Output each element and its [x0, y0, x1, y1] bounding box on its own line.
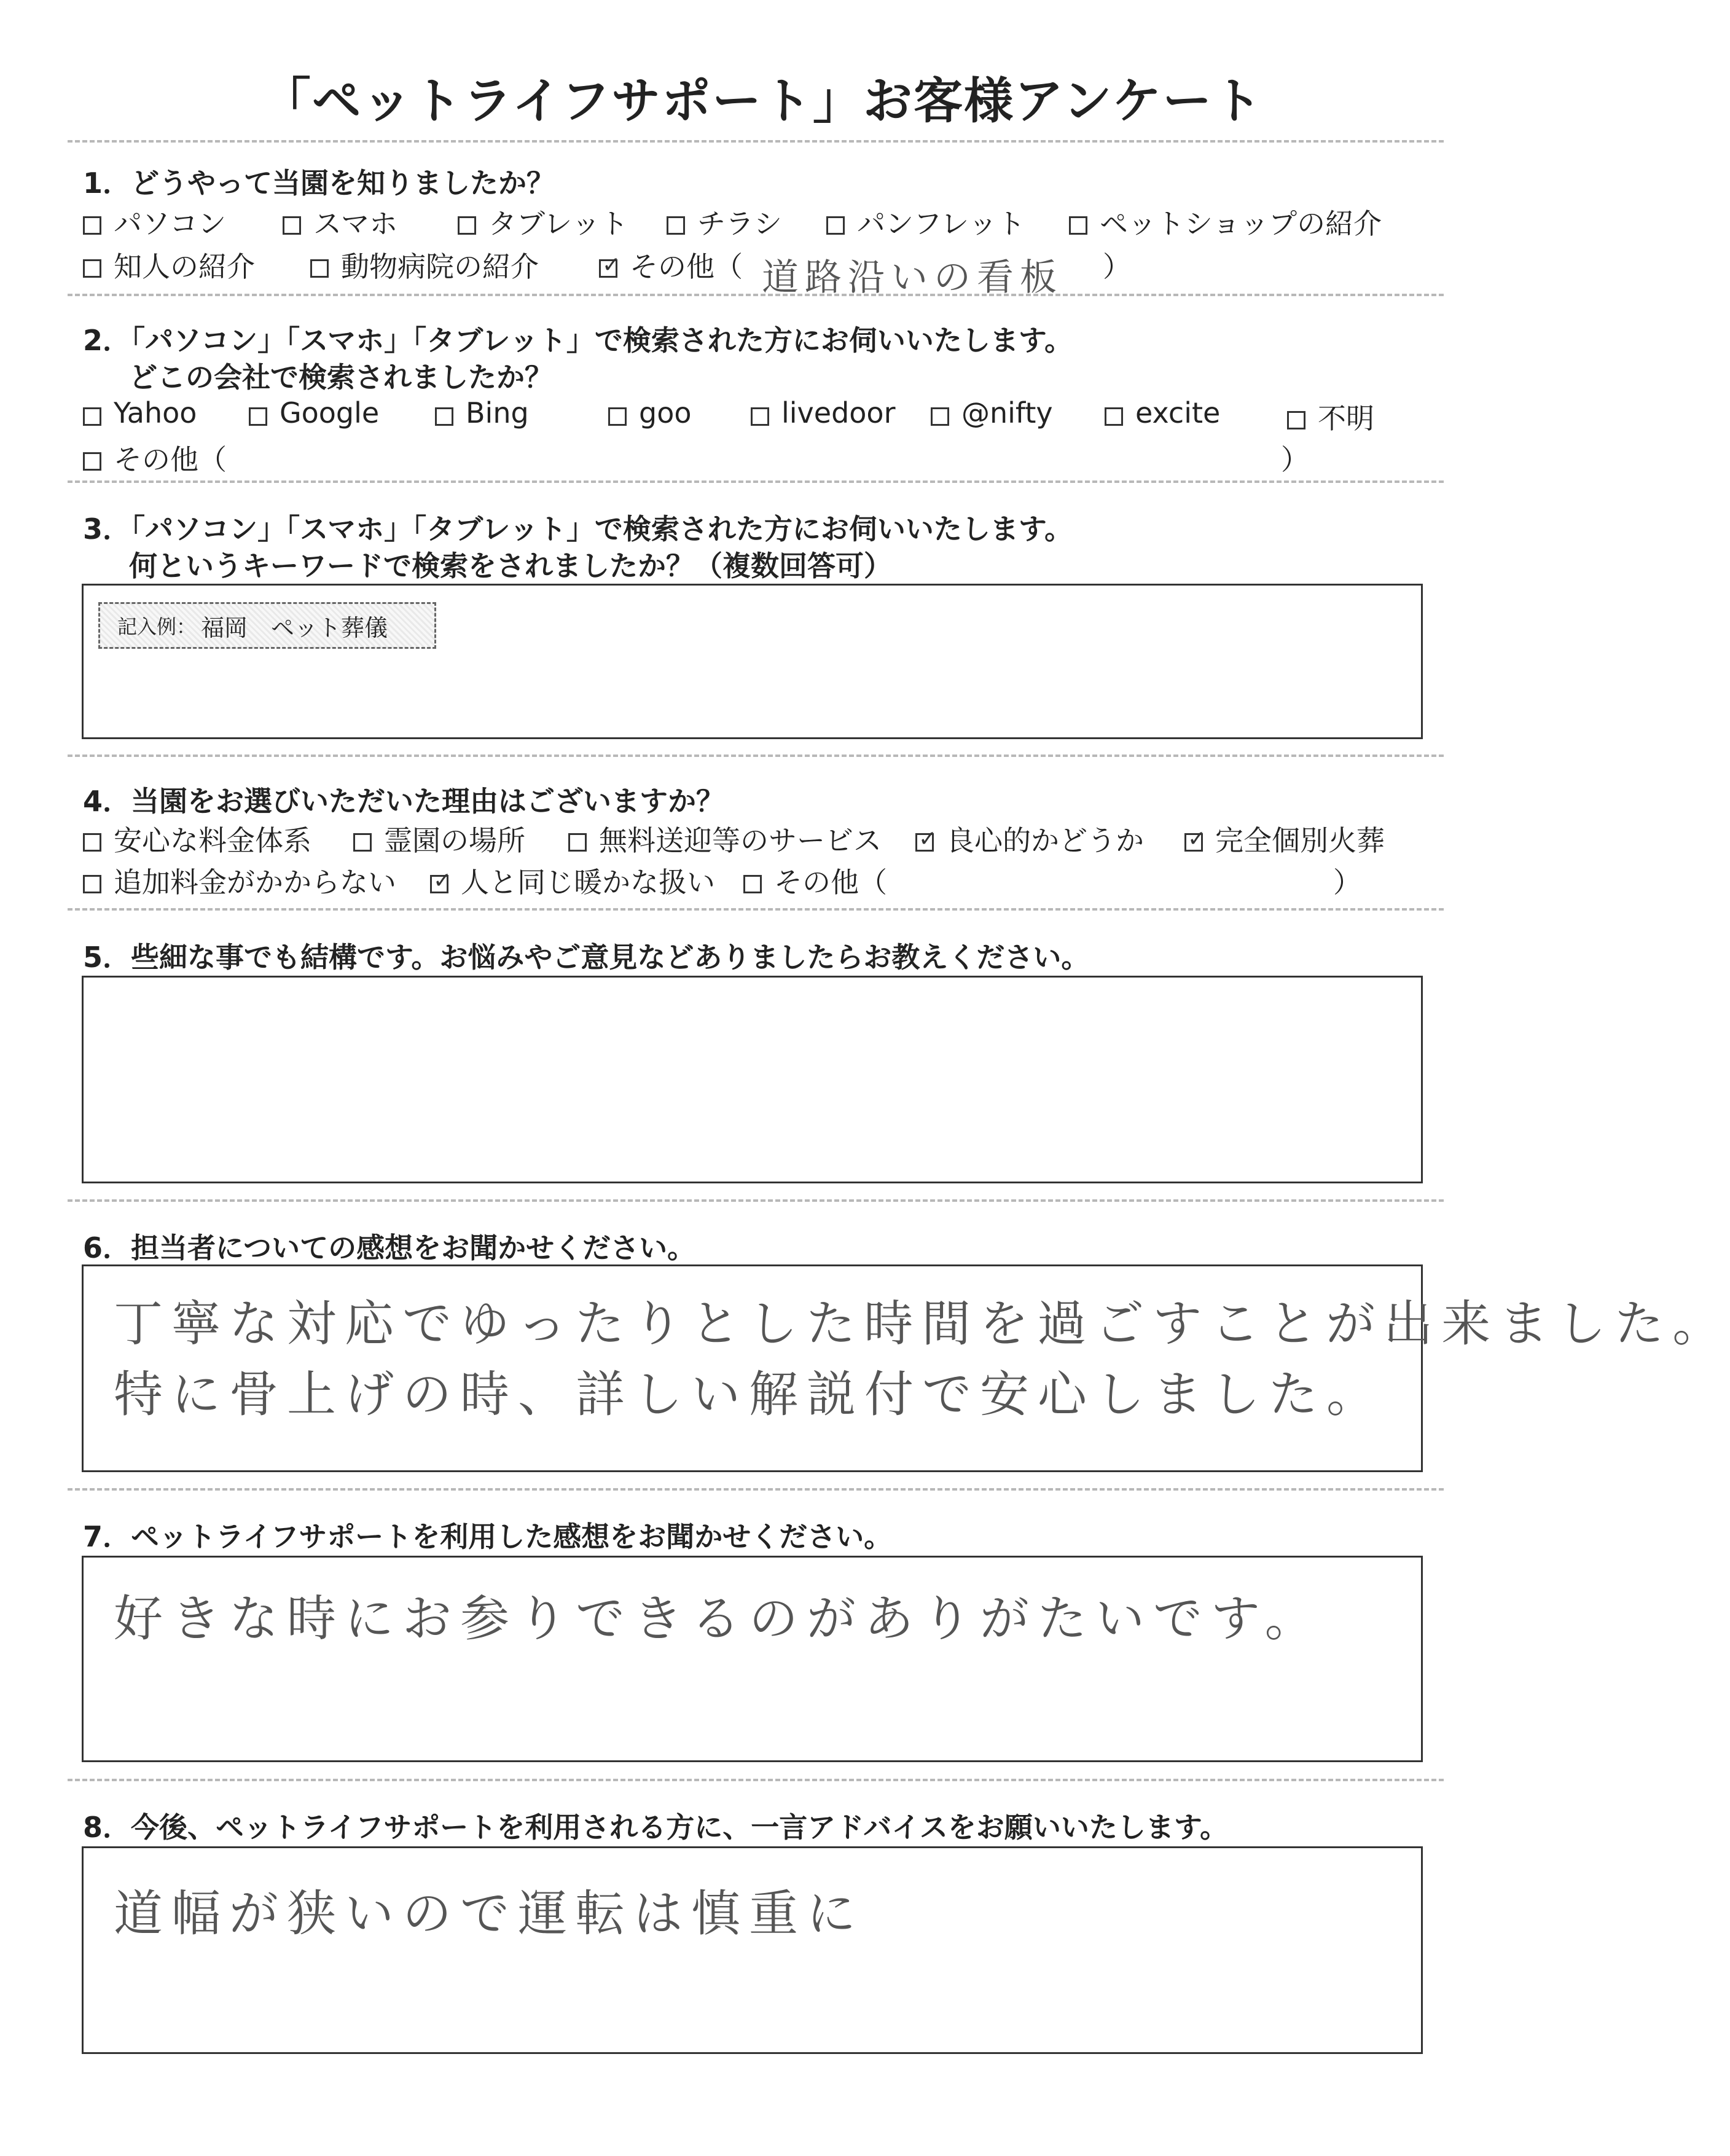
q4-question: 4．当園をお選びいただいた理由はございますか？ — [83, 785, 725, 818]
q5-question: 5．些細な事でも結構です。お悩みやご意見などありましたらお教えください。 — [83, 941, 1090, 974]
separator — [68, 1779, 1444, 1781]
q2-option-label: Yahoo — [114, 396, 197, 429]
q2-checkbox[interactable] — [1287, 411, 1305, 429]
q1-option-label: その他（ — [630, 250, 743, 283]
q2-checkbox[interactable] — [1105, 407, 1123, 426]
q2-checkbox[interactable] — [435, 407, 453, 426]
q1-option[interactable] — [310, 245, 539, 285]
q1-option[interactable] — [1069, 202, 1382, 242]
q4-option[interactable] — [430, 860, 715, 901]
q1-option-label: チラシ — [697, 207, 782, 240]
separator — [68, 480, 1444, 483]
separator — [68, 140, 1444, 143]
q2-option-label: goo — [639, 396, 692, 429]
q2-checkbox[interactable] — [931, 407, 949, 426]
q7-handwritten: 好きな時にお参りできるのがありがたいです。 — [114, 1590, 1323, 1647]
q1-checkbox-checked[interactable] — [599, 259, 617, 278]
q1-checkbox[interactable] — [283, 216, 301, 235]
q2-option[interactable] — [751, 396, 895, 429]
q2-option-label: excite — [1135, 396, 1221, 429]
q2-checkbox[interactable] — [83, 407, 101, 426]
q2-option[interactable] — [83, 396, 197, 429]
q4-checkbox[interactable] — [83, 875, 101, 893]
q2-checkbox[interactable] — [608, 407, 627, 426]
q1-option-label: パソコン — [114, 207, 227, 240]
separator — [68, 1199, 1444, 1202]
q4-option[interactable] — [353, 818, 525, 859]
q2-option-label: 不明 — [1318, 402, 1374, 435]
q4-option-label: 霊園の場所 — [384, 824, 525, 857]
q4-checkbox[interactable] — [568, 833, 587, 852]
q2-option-label: livedoor — [781, 396, 896, 429]
q4-option-label: 追加料金がかからない — [114, 866, 396, 899]
q4-close-paren: ） — [1333, 866, 1361, 899]
q4-checkbox[interactable] — [83, 833, 101, 852]
q2-option-other[interactable] — [83, 437, 227, 478]
q1-option[interactable] — [667, 202, 782, 242]
q1-option-label: 動物病院の紹介 — [341, 250, 539, 283]
q1-checkbox[interactable] — [826, 216, 845, 235]
separator — [68, 755, 1444, 757]
q4-option[interactable] — [83, 860, 396, 901]
q8-question: 8．今後、ペットライフサポートを利用される方に、一言アドバイスをお願いいたします。 — [83, 1811, 1229, 1844]
q6-handwritten-line1: 丁寧な対応でゆったりとした時間を過ごすことが出来ました。 — [114, 1295, 1730, 1352]
q5-answer-box[interactable] — [82, 976, 1423, 1183]
q2-option-label: Google — [280, 396, 380, 429]
q1-option[interactable] — [458, 202, 628, 242]
q1-option[interactable] — [83, 245, 255, 285]
q4-checkbox[interactable] — [353, 833, 372, 852]
q6-handwritten-line2: 特に骨上げの時、詳しい解説付で安心しました。 — [114, 1366, 1384, 1423]
q1-option-label: パンフレット — [857, 207, 1025, 240]
q6-question: 6．担当者についての感想をお聞かせください。 — [83, 1231, 696, 1264]
q1-checkbox[interactable] — [83, 259, 101, 278]
q1-other-handwritten: 道路沿いの看板 — [762, 256, 1063, 299]
q1-close-paren: ） — [1103, 250, 1131, 283]
q3-example-label: 記入例： — [117, 615, 197, 638]
q4-option-label: 安心な料金体系 — [114, 824, 311, 857]
q1-checkbox[interactable] — [458, 216, 476, 235]
q2-option[interactable] — [249, 396, 379, 429]
q4-checkbox[interactable] — [743, 875, 762, 893]
q4-option-label: 人と同じ暖かな扱い — [461, 866, 715, 899]
q8-handwritten: 道幅が狭いので運転は慎重に — [114, 1885, 864, 1942]
q1-checkbox[interactable] — [83, 216, 101, 235]
q2-option-label: Bing — [466, 396, 529, 429]
q2-option[interactable] — [931, 396, 1053, 429]
q3-example-text: 福岡 ペット葬儀 — [201, 614, 388, 641]
q1-option-label: スマホ — [313, 207, 398, 240]
q2-question-line1: 2．「パソコン」「スマホ」「タブレット」で検索された方にお伺いいたします。 — [83, 324, 1073, 357]
q4-option-label: その他（ — [774, 866, 887, 899]
q1-checkbox[interactable] — [1069, 216, 1087, 235]
q1-option-other[interactable] — [599, 245, 743, 285]
q3-example-box — [98, 602, 436, 649]
q4-checkbox-checked[interactable] — [915, 833, 934, 852]
q1-checkbox[interactable] — [667, 216, 685, 235]
q2-checkbox[interactable] — [83, 452, 101, 471]
page-title: 「ペットライフサポート」お客様アンケート — [261, 73, 1264, 130]
q4-option-other[interactable] — [743, 860, 887, 901]
q4-option-label: 無料送迎等のサービス — [599, 824, 882, 857]
q1-option-label: 知人の紹介 — [114, 250, 255, 283]
q4-checkbox-checked[interactable] — [430, 875, 448, 893]
q1-option[interactable] — [283, 202, 397, 242]
q2-option-label: その他（ — [114, 443, 227, 476]
separator — [68, 294, 1444, 296]
q1-option-label: ペットショップの紹介 — [1100, 207, 1382, 240]
q2-checkbox[interactable] — [249, 407, 267, 426]
q2-close-paren: ） — [1281, 443, 1309, 476]
q4-option-label: 良心的かどうか — [946, 824, 1144, 857]
q2-option[interactable] — [1287, 396, 1374, 437]
q4-checkbox-checked[interactable] — [1184, 833, 1203, 852]
q4-option[interactable] — [568, 818, 882, 859]
q4-option[interactable] — [83, 818, 311, 859]
separator — [68, 1488, 1444, 1491]
q1-option[interactable] — [83, 202, 226, 242]
q4-option-label: 完全個別火葬 — [1215, 824, 1385, 857]
q1-option[interactable] — [826, 202, 1025, 242]
q7-question: 7．ペットライフサポートを利用した感想をお聞かせください。 — [83, 1520, 893, 1553]
q4-option[interactable] — [915, 818, 1144, 859]
q2-option[interactable] — [435, 396, 529, 429]
q3-question-line2: 何というキーワードで検索をされましたか？（複数回答可） — [129, 549, 892, 582]
q2-checkbox[interactable] — [751, 407, 769, 426]
q1-question: 1．どうやって当園を知りましたか？ — [83, 167, 555, 200]
q1-checkbox[interactable] — [310, 259, 329, 278]
separator — [68, 908, 1444, 911]
q4-option[interactable] — [1184, 818, 1385, 859]
q2-option[interactable] — [608, 396, 692, 429]
q2-option[interactable] — [1105, 396, 1220, 429]
q1-option-label: タブレット — [488, 207, 628, 240]
q3-question-line1: 3．「パソコン」「スマホ」「タブレット」で検索された方にお伺いいたします。 — [83, 512, 1073, 546]
q2-option-label: @nifty — [961, 396, 1053, 429]
q2-question-line2: どこの会社で検索されましたか？ — [129, 361, 553, 394]
